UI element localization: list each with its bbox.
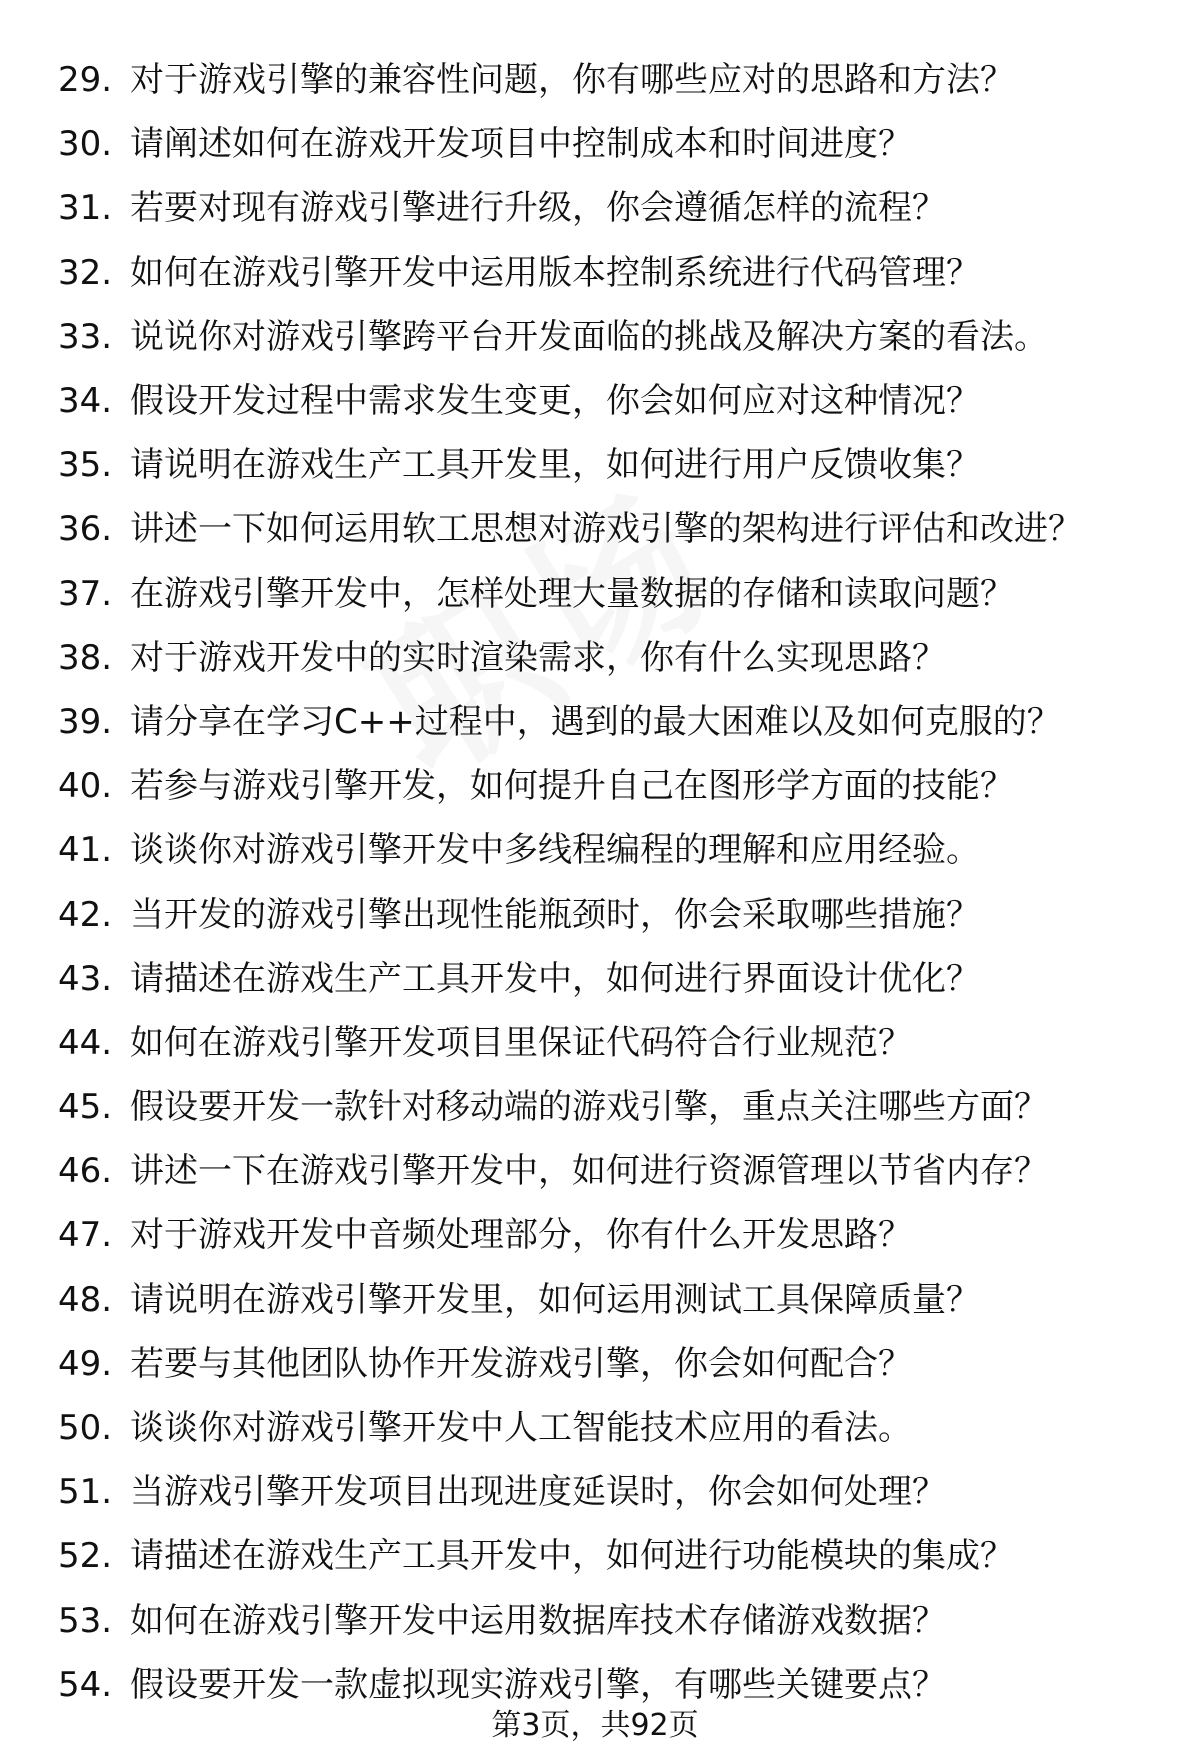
- question-number: 53.: [58, 1600, 113, 1641]
- question-item: [58, 1011, 1178, 1075]
- question-number: 30.: [58, 124, 113, 165]
- question-number: 46.: [58, 1151, 113, 1192]
- question-item: [58, 433, 1178, 497]
- question-number: 39.: [58, 701, 113, 742]
- question-number: 54.: [58, 1664, 113, 1705]
- question-number: 32.: [58, 252, 113, 293]
- question-number: 34.: [58, 381, 113, 422]
- question-number: 35.: [58, 445, 113, 486]
- question-item: [58, 241, 1178, 305]
- question-text: 假设要开发一款虚拟现实游戏引擎，有哪些关键要点？: [130, 1664, 946, 1705]
- question-text: 对于游戏引擎的兼容性问题，你有哪些应对的思路和方法？: [130, 60, 1014, 101]
- question-text: 若要对现有游戏引擎进行升级，你会遵循怎样的流程？: [130, 188, 946, 229]
- question-text: 说说你对游戏引擎跨平台开发面临的挑战及解决方案的看法。: [130, 316, 1048, 357]
- question-number: 33.: [58, 316, 113, 357]
- question-text: 在游戏引擎开发中，怎样处理大量数据的存储和读取问题？: [130, 573, 1014, 614]
- question-item: [58, 305, 1178, 369]
- question-item: [58, 690, 1178, 754]
- question-number: 47.: [58, 1215, 113, 1256]
- question-number: 45.: [58, 1087, 113, 1128]
- question-number: 49.: [58, 1343, 113, 1384]
- question-item: [58, 882, 1178, 946]
- question-text: 若参与游戏引擎开发，如何提升自己在图形学方面的技能？: [130, 766, 1014, 807]
- question-item: [58, 176, 1178, 240]
- question-item: [58, 1075, 1178, 1139]
- question-number: 37.: [58, 573, 113, 614]
- question-number: 40.: [58, 766, 113, 807]
- question-item: [58, 1524, 1178, 1588]
- question-text: 假设开发过程中需求发生变更，你会如何应对这种情况？: [130, 381, 980, 422]
- question-list: [58, 48, 1178, 1717]
- question-text: 若要与其他团队协作开发游戏引擎，你会如何配合？: [130, 1343, 912, 1384]
- question-item: [58, 497, 1178, 561]
- question-number: 41.: [58, 830, 113, 871]
- question-text: 如何在游戏引擎开发项目里保证代码符合行业规范？: [130, 1022, 912, 1063]
- question-number: 31.: [58, 188, 113, 229]
- question-text: 如何在游戏引擎开发中运用版本控制系统进行代码管理？: [130, 252, 980, 293]
- question-item: [58, 48, 1178, 112]
- question-text: 谈谈你对游戏引擎开发中多线程编程的理解和应用经验。: [130, 830, 980, 871]
- question-item: [58, 947, 1178, 1011]
- question-item: [58, 626, 1178, 690]
- question-text: 对于游戏开发中的实时渲染需求，你有什么实现思路？: [130, 637, 946, 678]
- question-item: [58, 1589, 1178, 1653]
- question-item: [58, 1460, 1178, 1524]
- page-number-footer: 第3页，共92页: [491, 1708, 699, 1743]
- question-number: 52.: [58, 1536, 113, 1577]
- question-number: 44.: [58, 1022, 113, 1063]
- question-number: 48.: [58, 1279, 113, 1320]
- question-text: 请描述在游戏生产工具开发中，如何进行功能模块的集成？: [130, 1536, 1014, 1577]
- question-number: 38.: [58, 637, 113, 678]
- question-number: 42.: [58, 894, 113, 935]
- question-item: [58, 1203, 1178, 1267]
- question-item: [58, 1139, 1178, 1203]
- question-item: [58, 1396, 1178, 1460]
- question-text: 谈谈你对游戏引擎开发中人工智能技术应用的看法。: [130, 1408, 912, 1449]
- question-text: 讲述一下如何运用软工思想对游戏引擎的架构进行评估和改进？: [130, 509, 1082, 550]
- question-number: 29.: [58, 60, 113, 101]
- question-number: 36.: [58, 509, 113, 550]
- question-text: 请说明在游戏引擎开发里，如何运用测试工具保障质量？: [130, 1279, 980, 1320]
- question-text: 讲述一下在游戏引擎开发中，如何进行资源管理以节省内存？: [130, 1151, 1048, 1192]
- question-number: 51.: [58, 1472, 113, 1513]
- question-item: [58, 562, 1178, 626]
- question-item: [58, 369, 1178, 433]
- question-text: 当开发的游戏引擎出现性能瓶颈时，你会采取哪些措施？: [130, 894, 980, 935]
- question-text: 对于游戏开发中音频处理部分，你有什么开发思路？: [130, 1215, 912, 1256]
- question-text: 请说明在游戏生产工具开发里，如何进行用户反馈收集？: [130, 445, 980, 486]
- question-text: 请分享在学习C++过程中，遇到的最大困难以及如何克服的？: [130, 701, 1061, 742]
- question-text: 假设要开发一款针对移动端的游戏引擎，重点关注哪些方面？: [130, 1087, 1048, 1128]
- question-text: 如何在游戏引擎开发中运用数据库技术存储游戏数据？: [130, 1600, 946, 1641]
- question-number: 43.: [58, 958, 113, 999]
- question-item: [58, 1268, 1178, 1332]
- question-text: 请阐述如何在游戏开发项目中控制成本和时间进度？: [130, 124, 912, 165]
- question-text: 请描述在游戏生产工具开发中，如何进行界面设计优化？: [130, 958, 980, 999]
- question-item: [58, 754, 1178, 818]
- question-number: 50.: [58, 1408, 113, 1449]
- question-item: [58, 818, 1178, 882]
- question-item: [58, 1332, 1178, 1396]
- question-text: 当游戏引擎开发项目出现进度延误时，你会如何处理？: [130, 1472, 946, 1513]
- question-item: [58, 112, 1178, 176]
